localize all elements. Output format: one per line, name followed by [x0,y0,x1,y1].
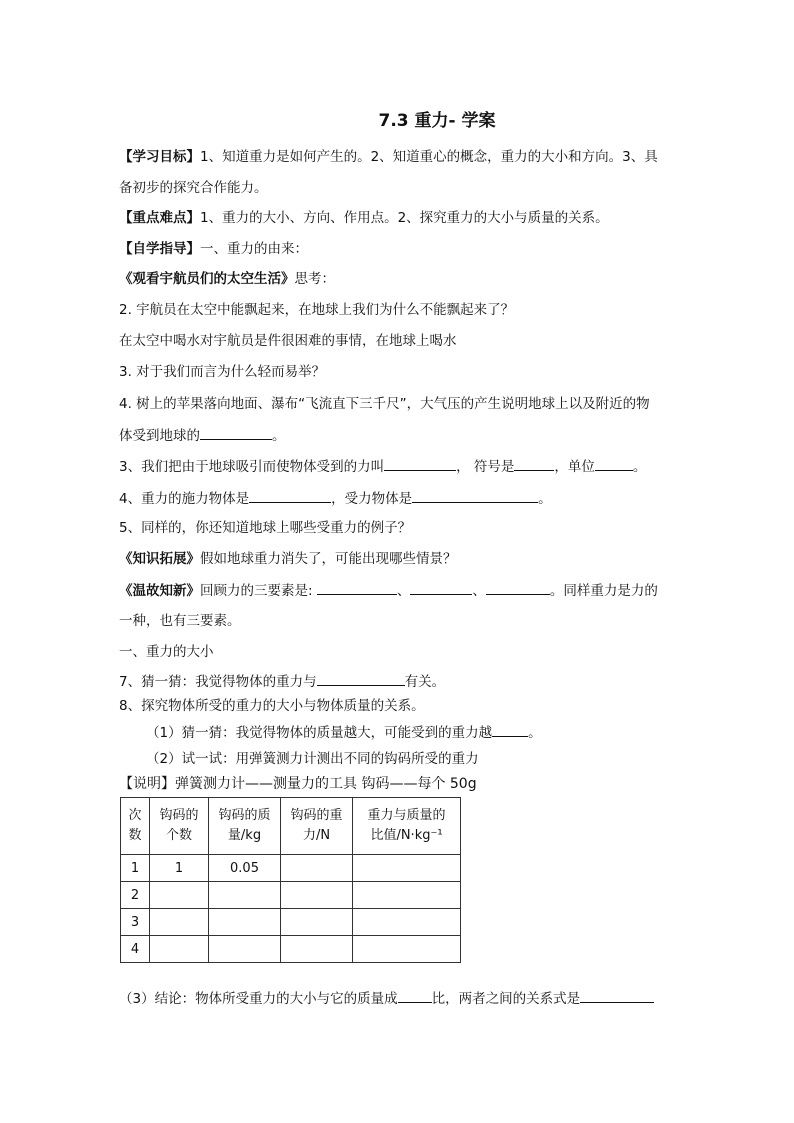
page-title: 7.3 重力- 学案 [378,111,496,131]
conclusion-text: （3）结论：物体所受重力的大小与它的质量成 [119,991,398,1007]
table-cell[interactable] [281,936,353,963]
table-cell[interactable] [150,882,209,909]
question-force-objects [119,488,552,509]
table-cell[interactable] [353,909,461,936]
note-label: 【说明】 [119,776,175,792]
knowledge-extension-text: 假如地球重力消失了，可能出现哪些情景？ [200,551,457,567]
review-line2: 一种，也有三要素。 [119,613,241,629]
table-cell[interactable] [281,882,353,909]
question-7 [119,671,445,692]
table-cell[interactable] [353,936,461,963]
table-cell: 4 [121,936,150,963]
question-text: ，受力物体是 [331,491,413,507]
answer-blank[interactable] [595,456,633,471]
question-8-2: （2）试一试：用弹簧测力计测出不同的钩码所受的重力 [146,751,479,767]
question-text: 有关。 [404,674,446,690]
question-text: 4、重力的施力物体是 [119,491,250,507]
question-text: 3、我们把由于地球吸引而使物体受到的力叫 [119,459,385,475]
question-text: ， 符号是 [456,459,515,475]
question-4-line1: 4. 树上的苹果落向地面、瀑布“飞流直下三千尺”，大气压的产生说明地球上以及附近的物 [119,396,650,412]
answer-blank[interactable] [410,580,472,595]
answer-blank[interactable] [398,988,432,1003]
note-text: 弹簧测力计——测量力的工具 钩码——每个 50g [175,776,477,792]
self-study-label: 【自学指导】 [119,241,200,257]
header-cell-trial: 次 数 [121,798,150,855]
answer-blank[interactable] [200,425,272,440]
question-4-text: 体受到地球的 [119,428,200,444]
table-cell[interactable] [209,882,281,909]
answer-blank[interactable] [412,488,538,503]
header-cell-ratio: 重力与质量的 比值/N·kg⁻¹ [353,798,461,855]
answer-blank[interactable] [514,456,554,471]
table-cell[interactable] [353,882,461,909]
question-2: 2. 宇航员在太空中能飘起来，在地球上我们为什么不能飘起来了？ [119,302,515,318]
punctuation: 。 [528,725,542,741]
table-cell[interactable] [150,909,209,936]
review-line1 [119,580,658,601]
question-text: 7、猜一猜：我觉得物体的重力与 [119,674,317,690]
table-cell[interactable]: 0.05 [209,855,281,882]
table-cell: 2 [121,882,150,909]
question-text: （1）猜一猜：我觉得物体的质量越大，可能受到的重力越 [146,725,493,741]
question-text: ，单位 [554,459,595,475]
table-cell[interactable] [209,909,281,936]
punctuation: 。 [538,491,552,507]
knowledge-extension-label: 《知识拓展》 [119,551,200,567]
data-table [120,797,461,963]
learning-goals-line1 [119,147,658,167]
table-cell[interactable] [209,936,281,963]
punctuation: 。 [632,459,647,475]
table-cell: 1 [121,855,150,882]
question-8: 8、探究物体所受的重力的大小与物体质量的关系。 [119,698,425,714]
question-2-continued: 在太空中喝水对宇航员是件很困难的事情，在地球上喝水 [119,333,457,349]
review-text: 回顾力的三要素是: [200,583,317,599]
table-cell: 3 [121,909,150,936]
table-row [121,909,461,936]
answer-blank[interactable] [249,488,331,503]
answer-blank[interactable] [317,671,405,686]
video-text: 思考： [294,271,335,287]
conclusion-text: 比，两者之间的关系式是 [431,991,581,1007]
answer-blank[interactable] [580,988,654,1003]
answer-blank[interactable] [317,580,397,595]
answer-blank[interactable] [384,456,456,471]
table-row [121,936,461,963]
table-cell[interactable] [281,855,353,882]
table-cell[interactable] [353,855,461,882]
note-line [119,774,477,794]
separator: 、 [396,583,411,599]
video-line [119,269,335,289]
question-8-1 [146,722,542,743]
key-points-text: 1、重力的大小、方向、作用点。2、探究重力的大小与质量的关系。 [200,210,609,226]
answer-blank[interactable] [486,580,550,595]
header-cell-mass: 钩码的质 量/kg [209,798,281,855]
question-gravity-definition [119,456,646,477]
question-4-line2 [119,425,286,446]
table-cell[interactable] [150,936,209,963]
video-label: 《观看宇航员们的太空生活》 [119,271,295,287]
header-cell-count: 钩码的 个数 [150,798,209,855]
self-study-text: 一、重力的由来： [200,241,308,257]
key-points-label: 【重点难点】 [119,210,200,226]
knowledge-extension-line [119,549,457,569]
key-points-line [119,208,609,228]
self-study-line [119,239,308,259]
review-text: 。同样重力是力的 [549,583,658,599]
question-5: 5、同样的，你还知道地球上哪些受重力的例子？ [119,520,412,536]
review-label: 《温故知新》 [119,583,200,599]
question-3: 3. 对于我们而言为什么轻而易举？ [119,364,326,380]
learning-goals-line2: 备初步的探究合作能力。 [119,180,268,196]
header-cell-weight: 钩码的重 力/N [281,798,353,855]
learning-goals-text: 1、知道重力是如何产生的。2、知道重心的概念，重力的大小和方向。3、具 [200,149,658,165]
separator: 、 [472,583,486,599]
table-header-row [121,798,461,855]
conclusion-line [119,988,654,1009]
punctuation: 。 [272,428,286,444]
table-row [121,855,461,882]
table-cell[interactable]: 1 [150,855,209,882]
learning-goals-label: 【学习目标】 [119,149,200,165]
table-cell[interactable] [281,909,353,936]
table-row [121,882,461,909]
section-heading: 一、重力的大小 [119,644,214,660]
answer-blank[interactable] [492,722,528,737]
